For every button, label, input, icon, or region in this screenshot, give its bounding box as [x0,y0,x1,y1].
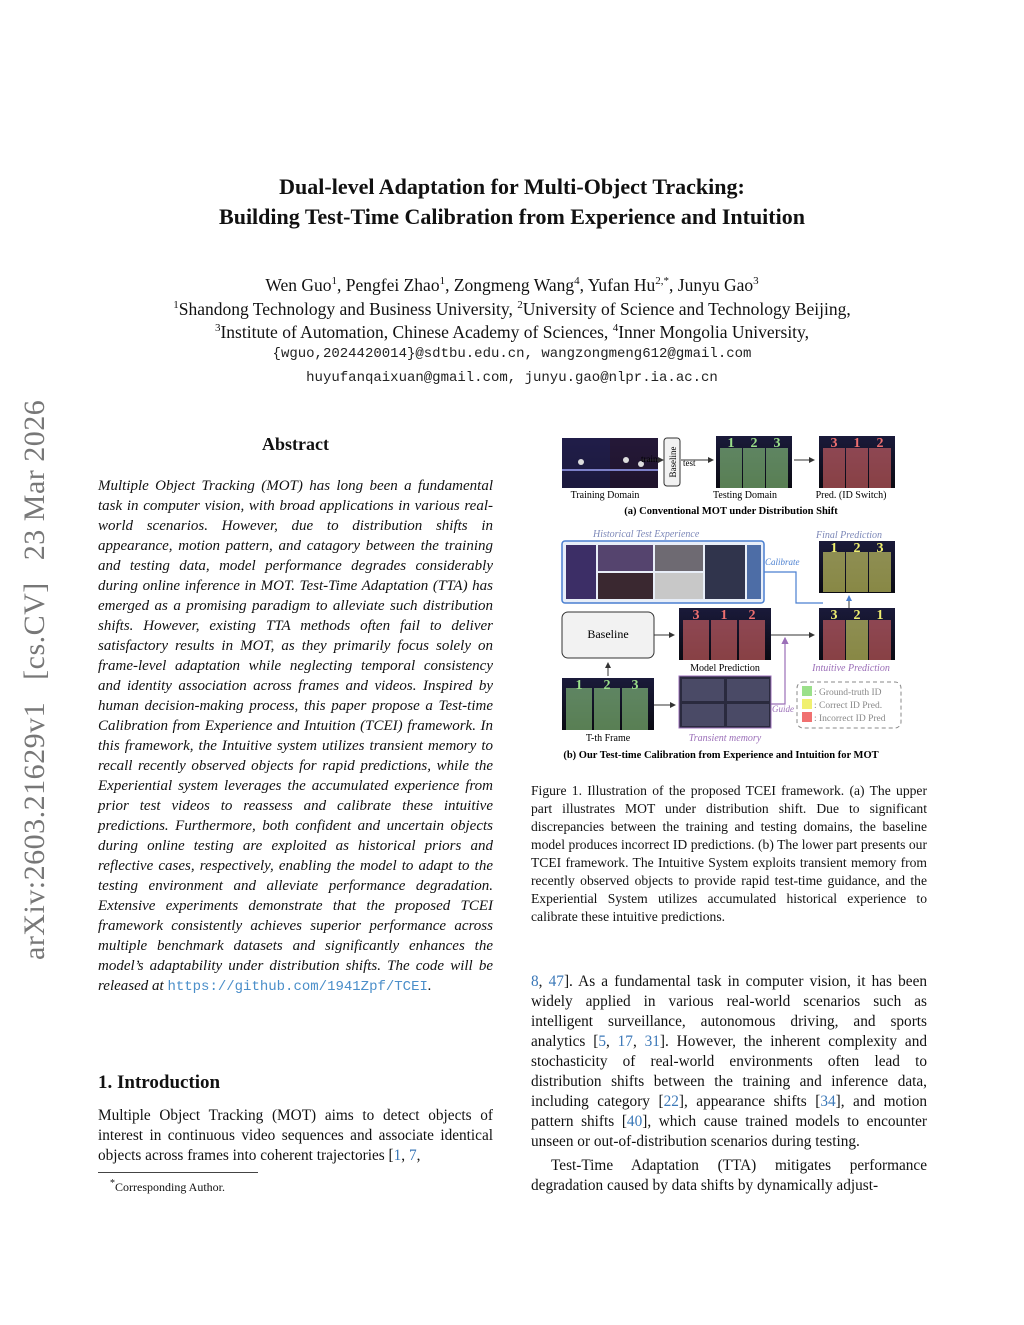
abstract-text: Multiple Object Tracking (MOT) has long been a fundamental task in computer vision, with broad applications in various real-world scenarios. However, due to distribution shifts in appearance, motion pattern, and catagory between the training and testing data, model performance degrades considerably during online inference in MOT. Test-Time Adaptation (TTA) has emerged as a promising paradigm to alleviate such distribution shifts. However, existing TTA methods often fail to deliver satisfactory results in MOT, as they primarily focus solely on frame-level adaptation while neglecting temporal consistency and identity association across frames and videos. Inspired by human decision-making process, this paper propose a Test-time Calibration from Experience and Intuition (TCEI) framework. In this framework, the Intuitive system utilizes transient memory to recall recently observed objects for rapid predictions, while the Experiential system leverages the accumulated experience from prior test videos to reassess and calibrate these intuitive predictions. Furthermore, both confident and uncertain objects during online testing are exploited as historical priors and reflective cases, respectively, enabling the model to adapt to the testing environment and alleviate performance degradation. Extensive experiments demonstrate that the proposed TCEI framework consistently achieves superior performance across multiple benchmark datasets and significantly enhances the model’s adaptability under distribution shifts. The code will be released at [98,478,493,994]
author-list: Wen Guo$^1$, Pengfei Zhao$^1$, Zongmeng Wang$^4$, Yufan $Hu^{2,*}$, Junyu Gao$^3$ [265,274,759,295]
track-id-label: 3 [830,436,838,451]
citation[interactable]: 22 [663,1093,679,1110]
arxiv-id: arXiv:2603.21629v1 [18,701,51,960]
figure-caption: Figure 1. Illustration of the proposed TCEI framework. (a) The upper part illustrates MOT under distribution shift. Due to significant discrepancies between the training and testing domains, the baseline model produces incorrect ID predictions. (b) The lower part presents our TCEI framework. The Intuitive System exploits transient memory from recently observed objects to provide rapid test-time guidance, and the Experiential System utilizes accumulated historical experience to calibrate these intuitive predictions. [531,783,927,924]
affiliation: Inner Mongolia University, [618,321,810,342]
track-id-label: 3 [876,541,884,556]
test-label: test [683,458,696,468]
track-id-label: 1 [727,436,735,451]
track-id-label: 3 [631,678,639,693]
figure-part-b-label: (b) Our Test-time Calibration from Experience and Intuition for MOT [563,750,879,761]
legend-ground-truth: : Ground-truth ID [814,688,882,698]
intuitive-prediction-label: Intuitive Prediction [812,663,890,674]
title-line-2: Building Test-Time Calibration from Experience and Intuition [219,204,805,229]
testing-domain-label: Testing Domain [712,490,778,501]
abstract-heading: Abstract [262,434,329,454]
track-id-label: 2 [853,608,861,623]
track-id-label: 1 [876,608,884,623]
track-id-label: 2 [750,436,758,451]
paper-title [0,172,1024,232]
transient-memory-image [679,676,771,728]
affiliation: Institute of Automation, Chinese Academy of Sciences, [220,321,613,342]
affiliation-line-2: $^3$Institute of Automation, Chinese Academy of Sciences, $^4$Inner Mongolia University, [214,321,810,342]
citation[interactable]: 40 [626,1113,643,1130]
affiliation: University of Science and Technology Beijing, [522,298,851,319]
legend-incorrect: : Incorrect ID Pred [814,714,886,724]
author-name: Yufan Hu [587,274,656,295]
section-heading-introduction: 1. Introduction [98,1072,221,1093]
historical-label: Historical Test Experience [593,529,700,540]
arxiv-stamp [18,400,52,960]
calibrate-label: Calibrate [765,557,800,567]
track-id-label: 1 [853,436,861,451]
citation[interactable]: 8 [531,973,539,990]
tth-frame-label: T-th Frame [585,733,631,744]
training-domain-label: Training Domain [570,490,640,501]
email-line-1: {wguo,2024420014}@sdtbu.edu.cn, wangzongmeng612@gmail.com [272,346,752,362]
footnote: *Corresponding Author. [110,1178,225,1194]
transient-memory-label: Transient memory [688,733,762,744]
citation[interactable]: 1 [393,1147,402,1164]
arxiv-date: 23 Mar 2026 [18,399,51,561]
citation[interactable]: 5 [598,1033,606,1050]
guide-label: Guide [772,704,794,714]
figure-part-a-label: (a) Conventional MOT under Distribution Shift [624,506,838,517]
model-prediction-label: Model Prediction [690,663,760,674]
track-id-label: 1 [720,608,728,623]
track-id-label: 3 [830,608,838,623]
title-line-1: Dual-level Adaptation for Multi-Object Tracking: [279,174,745,199]
track-id-label: 3 [692,608,700,623]
affiliation: Shandong Technology and Business University, [178,298,518,319]
final-prediction-label: Final Prediction [816,530,883,541]
track-id-label: 2 [748,608,756,623]
author-name: Junyu Gao [677,274,754,295]
train-label: train [641,454,658,464]
intro-paragraph: Multiple Object Tracking (MOT) aims to detect objects of interest in continuous video sequences and associate identical objects across frames into coherent trajectories [1, 7, [98,1107,493,1164]
track-id-label: 3 [773,436,781,451]
historical-test-experience [562,541,764,603]
track-id-label: 1 [575,678,583,693]
code-link[interactable]: https://github.com/1941Zpf/TCEI [167,979,428,995]
track-id-label: 1 [830,541,838,556]
citation[interactable]: 17 [617,1033,633,1050]
track-id-label: 2 [853,541,861,556]
author-name: Zongmeng Wang [453,274,575,295]
affiliation-line-1: $^1$Shandong Technology and Business University, $^2$University of Science and Technology Beijing, [173,298,851,319]
track-id-label: 2 [603,678,611,693]
citation[interactable]: 31 [644,1033,660,1050]
footnote-rule [98,1172,258,1173]
right-column-paragraph-2: Test-Time Adaptation (TTA) mitigates performance degradation caused by data shifts by dynamically adjust- [531,1157,927,1194]
citation[interactable]: 7 [408,1147,417,1164]
author-name: Pengfei Zhao [345,274,440,295]
pred-id-switch-label: Pred. (ID Switch) [815,490,887,501]
track-id-label: 2 [876,436,884,451]
author-name: Wen Guo [265,274,332,295]
right-column-paragraph-1: 8, 47]. As a fundamental task in computer vision, it has been widely applied in various real-world scenarios such as intelligent surveillance, autonomous driving, and sports analytics [5, 17, 31]. However, the inherent complexity and stochasticity of real-world environments often lead to distribution shifts between the training and inference data, including category [22], appearance shifts [34], and motion pattern shifts [40], which cause trained models to encounter unseen or out-of-distribution scenarios during testing. [531,973,928,1150]
baseline-label: Baseline [587,627,629,641]
baseline-vertical-label: Baseline [668,446,678,478]
figure-1 [531,430,931,770]
email-line-2: huyufanqaixuan@gmail.com, junyu.gao@nlpr.ia.ac.cn [306,370,718,386]
abstract-body: Multiple Object Tracking (MOT) has long been a fundamental task in computer vision, with broad applications in various real-world scenarios. However, due to distribution shifts in appearance, motion pattern, and catagory between the training and testing data, model performance degrades considerably during online inference in MOT. Test-Time Adaptation (TTA) has emerged as a promising paradigm to alleviate such distribution shifts. However, existing TTA methods often fail to deliver satisfactory results in MOT, as they primarily focus solely on frame-level adaptation while neglecting temporal consistency and identity association across frames and videos. Inspired by human decision-making process, this paper propose a Test-time Calibration from Experience and Intuition (TCEI) framework. In this framework, the Intuitive system utilizes transient memory to recall recently observed objects for rapid predictions, while the Experiential system leverages the accumulated experience from prior test videos to reassess and calibrate these intuitive predictions. Furthermore, both confident and uncertain objects during online testing are exploited as historical priors and reflective cases, respectively, enabling the model to adapt to the testing environment and alleviate performance degradation. Extensive experiments demonstrate that the proposed TCEI framework consistently achieves superior performance across multiple benchmark datasets and significantly enhances the model’s adaptability under distribution shifts. The code will be released at https://github.com/1941Zpf/TCEI. [98,478,493,995]
arxiv-category: [cs.CV] [18,582,51,680]
citation[interactable]: 47 [548,973,564,990]
legend-correct: : Correct ID Pred. [814,701,883,711]
citation[interactable]: 34 [820,1093,836,1110]
